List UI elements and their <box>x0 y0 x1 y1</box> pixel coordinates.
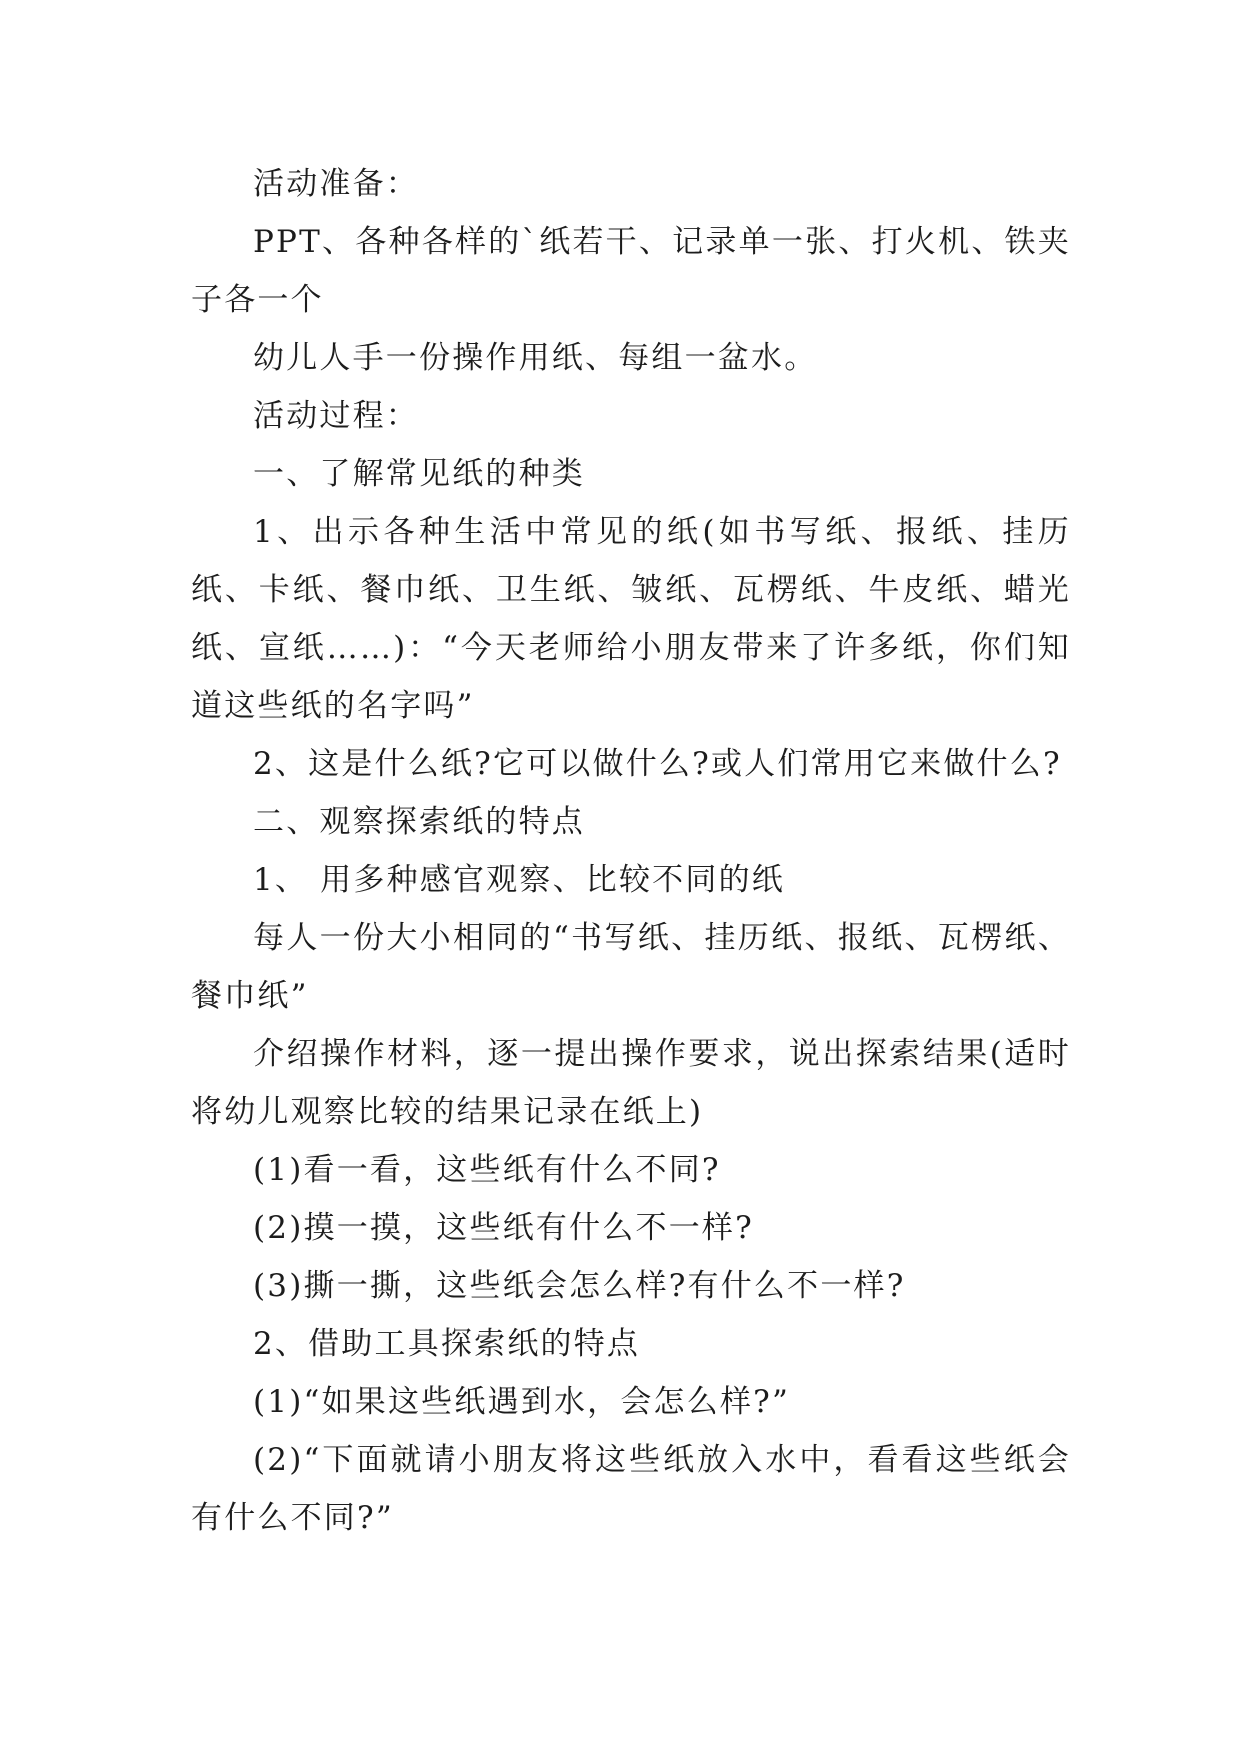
list-item-tear: (3)撕一撕，这些纸会怎么样?有什么不一样? <box>253 1268 906 1304</box>
paragraph-paper-question: 2、这是什么纸?它可以做什么?或人们常用它来做什么? <box>253 746 1062 782</box>
list-item-water-question: (1)“如果这些纸遇到水，会怎么样?” <box>253 1384 791 1420</box>
list-item-water-experiment: (2)“下面就请小朋友将这些纸放入水中，看看这些纸会有什么不同?” <box>191 1442 1071 1536</box>
document-body <box>191 155 1071 1547</box>
list-item-look: (1)看一看，这些纸有什么不同? <box>253 1152 721 1188</box>
section-heading-paper-features: 二、观察探索纸的特点 <box>253 804 585 840</box>
paragraph-paper-set: 每人一份大小相同的“书写纸、挂历纸、报纸、瓦楞纸、餐巾纸” <box>191 920 1071 1014</box>
heading-activity-process: 活动过程： <box>253 398 419 434</box>
list-item-touch: (2)摸一摸，这些纸有什么不一样? <box>253 1210 754 1246</box>
paragraph-child-materials: 幼儿人手一份操作用纸、每组一盆水。 <box>253 340 818 376</box>
heading-activity-preparation: 活动准备： <box>253 166 419 202</box>
paragraph-tools-explore: 2、借助工具探索纸的特点 <box>253 1326 641 1362</box>
paragraph-senses-compare: 1、 用多种感官观察、比较不同的纸 <box>253 862 785 898</box>
paragraph-introduce-materials: 介绍操作材料，逐一提出操作要求，说出探索结果(适时将幼儿观察比较的结果记录在纸上) <box>191 1036 1071 1130</box>
paragraph-materials-list: PPT、各种各样的`纸若干、记录单一张、打火机、铁夹子各一个 <box>191 224 1071 318</box>
section-heading-paper-types: 一、了解常见纸的种类 <box>253 456 585 492</box>
paragraph-show-papers: 1、出示各种生活中常见的纸(如书写纸、报纸、挂历纸、卡纸、餐巾纸、卫生纸、皱纸、瓦楞纸、牛皮纸、蜡光纸、宣纸……)：“今天老师给小朋友带来了许多纸，你们知道这些纸的名字吗” <box>191 514 1071 724</box>
